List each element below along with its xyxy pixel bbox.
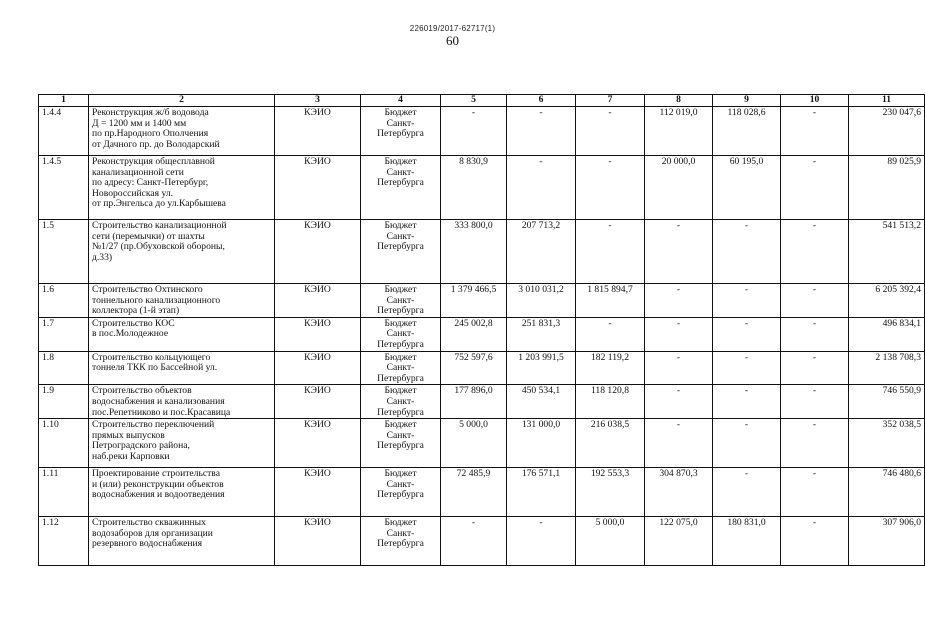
value-col-8: - bbox=[645, 284, 713, 318]
value-col-9: 180 831,0 bbox=[713, 517, 781, 566]
executor: КЭИО bbox=[275, 220, 361, 284]
total-value: 307 906,0 bbox=[849, 517, 925, 566]
value-col-9: 118 028,6 bbox=[713, 107, 781, 156]
value-col-5: 245 002,8 bbox=[441, 317, 507, 351]
table-body bbox=[39, 95, 925, 566]
value-col-5: 5 000,0 bbox=[441, 419, 507, 468]
value-col-8: 122 075,0 bbox=[645, 517, 713, 566]
column-header: 8 bbox=[645, 95, 713, 107]
table-row bbox=[39, 517, 925, 566]
value-col-7: - bbox=[576, 317, 645, 351]
column-header: 3 bbox=[275, 95, 361, 107]
value-col-9: - bbox=[713, 385, 781, 419]
value-col-8: - bbox=[645, 351, 713, 385]
value-col-7: - bbox=[576, 220, 645, 284]
value-col-5: - bbox=[441, 517, 507, 566]
row-number: 1.9 bbox=[39, 385, 89, 419]
total-value: 352 038,5 bbox=[849, 419, 925, 468]
event-name: Проектирование строительства и (или) реконструкции объектов водоснабжения и водоотведения bbox=[89, 468, 275, 517]
total-value: 89 025,9 bbox=[849, 156, 925, 220]
row-number: 1.6 bbox=[39, 284, 89, 318]
row-number: 1.10 bbox=[39, 419, 89, 468]
value-col-8: - bbox=[645, 220, 713, 284]
executor: КЭИО bbox=[275, 317, 361, 351]
value-col-10: - bbox=[781, 517, 849, 566]
value-col-9: - bbox=[713, 419, 781, 468]
row-number: 1.4.5 bbox=[39, 156, 89, 220]
value-col-10: - bbox=[781, 419, 849, 468]
row-number: 1.11 bbox=[39, 468, 89, 517]
value-col-7: 216 038,5 bbox=[576, 419, 645, 468]
funding-source: Бюджет Санкт- Петербурга bbox=[361, 156, 441, 220]
value-col-5: 72 485,9 bbox=[441, 468, 507, 517]
value-col-10: - bbox=[781, 156, 849, 220]
executor: КЭИО bbox=[275, 517, 361, 566]
event-name: Строительство Охтинского тоннельного канализационного коллектора (1-й этап) bbox=[89, 284, 275, 318]
table-row bbox=[39, 107, 925, 156]
value-col-5: 1 379 466,5 bbox=[441, 284, 507, 318]
executor: КЭИО bbox=[275, 468, 361, 517]
total-value: 2 138 708,3 bbox=[849, 351, 925, 385]
column-header: 11 bbox=[849, 95, 925, 107]
value-col-6: 131 000,0 bbox=[507, 419, 576, 468]
table-header-row bbox=[39, 95, 925, 107]
column-header: 5 bbox=[441, 95, 507, 107]
value-col-9: - bbox=[713, 220, 781, 284]
value-col-9: - bbox=[713, 468, 781, 517]
column-header: 4 bbox=[361, 95, 441, 107]
value-col-6: - bbox=[507, 156, 576, 220]
value-col-8: - bbox=[645, 419, 713, 468]
executor: КЭИО bbox=[275, 385, 361, 419]
funding-source: Бюджет Санкт- Петербурга bbox=[361, 468, 441, 517]
column-header: 7 bbox=[576, 95, 645, 107]
value-col-8: 20 000,0 bbox=[645, 156, 713, 220]
event-name: Строительство объектов водоснабжения и канализования пос.Репетниково и пос.Красавица bbox=[89, 385, 275, 419]
value-col-5: 752 597,6 bbox=[441, 351, 507, 385]
value-col-5: - bbox=[441, 107, 507, 156]
value-col-7: 192 553,3 bbox=[576, 468, 645, 517]
value-col-10: - bbox=[781, 220, 849, 284]
executor: КЭИО bbox=[275, 284, 361, 318]
value-col-9: - bbox=[713, 317, 781, 351]
table-row bbox=[39, 351, 925, 385]
value-col-8: 112 019,0 bbox=[645, 107, 713, 156]
value-col-8: - bbox=[645, 385, 713, 419]
value-col-6: 176 571,1 bbox=[507, 468, 576, 517]
total-value: 496 834,1 bbox=[849, 317, 925, 351]
value-col-10: - bbox=[781, 317, 849, 351]
value-col-9: - bbox=[713, 284, 781, 318]
total-value: 746 550,9 bbox=[849, 385, 925, 419]
value-col-6: 1 203 991,5 bbox=[507, 351, 576, 385]
value-col-8: - bbox=[645, 317, 713, 351]
row-number: 1.8 bbox=[39, 351, 89, 385]
value-col-8: 304 870,3 bbox=[645, 468, 713, 517]
funding-source: Бюджет Санкт- Петербурга bbox=[361, 419, 441, 468]
column-header: 2 bbox=[89, 95, 275, 107]
value-col-6: 207 713,2 bbox=[507, 220, 576, 284]
value-col-10: - bbox=[781, 351, 849, 385]
column-header: 6 bbox=[507, 95, 576, 107]
table-row bbox=[39, 419, 925, 468]
value-col-10: - bbox=[781, 468, 849, 517]
funding-source: Бюджет Санкт- Петербурга bbox=[361, 107, 441, 156]
value-col-6: 450 534,1 bbox=[507, 385, 576, 419]
executor: КЭИО bbox=[275, 107, 361, 156]
value-col-9: 60 195,0 bbox=[713, 156, 781, 220]
funding-source: Бюджет Санкт- Петербурга bbox=[361, 317, 441, 351]
value-col-7: - bbox=[576, 107, 645, 156]
value-col-6: 3 010 031,2 bbox=[507, 284, 576, 318]
row-number: 1.5 bbox=[39, 220, 89, 284]
value-col-5: 333 800,0 bbox=[441, 220, 507, 284]
funding-source: Бюджет Санкт- Петербурга bbox=[361, 351, 441, 385]
value-col-7: 182 119,2 bbox=[576, 351, 645, 385]
column-header: 9 bbox=[713, 95, 781, 107]
funding-source: Бюджет Санкт- Петербурга bbox=[361, 385, 441, 419]
document-registration-number: 226019/2017-62717(1) bbox=[409, 24, 496, 33]
page-number: 60 bbox=[446, 33, 459, 48]
total-value: 6 205 392,4 bbox=[849, 284, 925, 318]
table-row bbox=[39, 385, 925, 419]
row-number: 1.12 bbox=[39, 517, 89, 566]
value-col-6: - bbox=[507, 107, 576, 156]
event-name: Реконструкция общесплавной канализационной сети по адресу: Санкт-Петербург, Новороссийская ул. от пр.Энгельса до ул.Карбышева bbox=[89, 156, 275, 220]
event-name: Реконструкция ж/б водовода Д = 1200 мм и 1400 мм по пр.Народного Ополчения от Дачного пр. до Володарский bbox=[89, 107, 275, 156]
total-value: 746 480,6 bbox=[849, 468, 925, 517]
funding-source: Бюджет Санкт- Петербурга bbox=[361, 517, 441, 566]
total-value: 541 513,2 bbox=[849, 220, 925, 284]
event-name: Строительство переключений прямых выпусков Петроградского района, наб.реки Карповки bbox=[89, 419, 275, 468]
value-col-7: 118 120,8 bbox=[576, 385, 645, 419]
value-col-7: - bbox=[576, 156, 645, 220]
funding-source: Бюджет Санкт- Петербурга bbox=[361, 284, 441, 318]
executor: КЭИО bbox=[275, 351, 361, 385]
value-col-6: - bbox=[507, 517, 576, 566]
event-name: Строительство КОС в пос.Молодежное bbox=[89, 317, 275, 351]
value-col-9: - bbox=[713, 351, 781, 385]
value-col-7: 1 815 894,7 bbox=[576, 284, 645, 318]
value-col-10: - bbox=[781, 107, 849, 156]
event-name: Строительство скважинных водозаборов для организации резервного водоснабжения bbox=[89, 517, 275, 566]
column-header: 10 bbox=[781, 95, 849, 107]
funding-source: Бюджет Санкт- Петербурга bbox=[361, 220, 441, 284]
value-col-5: 8 830,9 bbox=[441, 156, 507, 220]
event-name: Строительство кольцующего тоннеля ТКК по Бассейной ул. bbox=[89, 351, 275, 385]
value-col-10: - bbox=[781, 385, 849, 419]
table-row bbox=[39, 220, 925, 284]
row-number: 1.7 bbox=[39, 317, 89, 351]
table-row bbox=[39, 468, 925, 517]
column-header: 1 bbox=[39, 95, 89, 107]
executor: КЭИО bbox=[275, 156, 361, 220]
row-number: 1.4.4 bbox=[39, 107, 89, 156]
executor: КЭИО bbox=[275, 419, 361, 468]
table-row bbox=[39, 156, 925, 220]
table-row bbox=[39, 317, 925, 351]
value-col-10: - bbox=[781, 284, 849, 318]
event-name: Строительство канализационной сети (перемычки) от шахты №1/27 (пр.Обуховской обороны, д.33) bbox=[89, 220, 275, 284]
total-value: 230 047,6 bbox=[849, 107, 925, 156]
value-col-6: 251 831,3 bbox=[507, 317, 576, 351]
value-col-7: 5 000,0 bbox=[576, 517, 645, 566]
budget-table bbox=[38, 94, 925, 566]
table-row bbox=[39, 284, 925, 318]
value-col-5: 177 896,0 bbox=[441, 385, 507, 419]
